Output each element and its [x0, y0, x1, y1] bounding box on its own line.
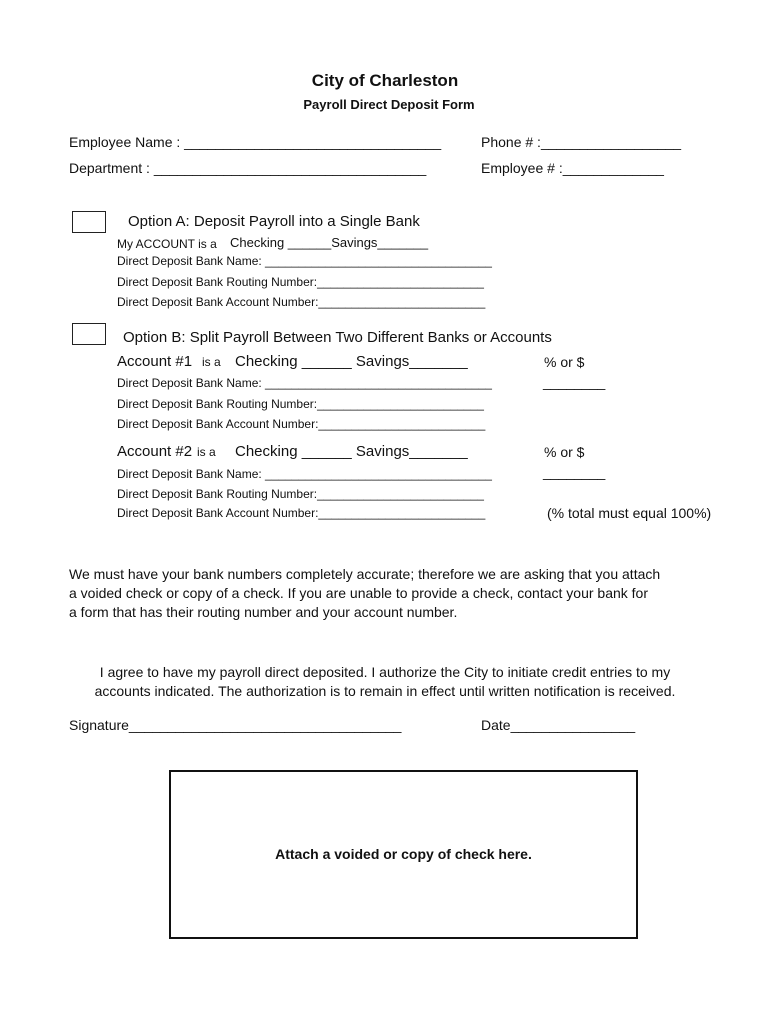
form-subtitle: Payroll Direct Deposit Form — [303, 97, 475, 112]
account1-type-field[interactable]: Checking ______ Savings_______ — [235, 353, 468, 370]
authorization-line: accounts indicated. The authorization is to remain in effect until written notification is received. — [94, 683, 676, 699]
account1-label: Account #1 — [117, 353, 193, 370]
check-attachment-box — [169, 770, 638, 939]
account2-account-number-field[interactable]: Direct Deposit Bank Account Number:_________________________ — [117, 506, 486, 520]
employee-number-field[interactable]: Employee # :_____________ — [481, 160, 664, 176]
signature-field[interactable]: Signature___________________________________ — [69, 717, 402, 733]
option-a-checkbox[interactable] — [72, 211, 106, 233]
option-b-heading: Option B: Split Payroll Between Two Different Banks or Accounts — [123, 329, 552, 346]
date-field[interactable]: Date________________ — [481, 717, 636, 733]
option-a-routing-field[interactable]: Direct Deposit Bank Routing Number:_________________________ — [117, 275, 484, 289]
account2-is-a: is a — [197, 445, 216, 459]
account2-pct-label: % or $ — [544, 444, 585, 460]
account2-pct-field[interactable]: ________ — [543, 464, 606, 480]
authorization-statement — [0, 663, 770, 701]
accuracy-notice-line: a form that has their routing number and your account number. — [69, 604, 458, 620]
authorization-line: I agree to have my payroll direct deposited. I authorize the City to initiate credit entries to my — [99, 664, 671, 680]
accuracy-notice — [69, 565, 660, 622]
option-b-checkbox[interactable] — [72, 323, 106, 345]
department-field[interactable]: Department : ___________________________________ — [69, 160, 427, 176]
option-a-account-type-field[interactable]: Checking ______Savings_______ — [230, 235, 429, 250]
account1-is-a: is a — [202, 355, 221, 369]
option-a-heading: Option A: Deposit Payroll into a Single Bank — [128, 213, 420, 230]
account1-account-number-field[interactable]: Direct Deposit Bank Account Number:_________________________ — [117, 417, 486, 431]
account2-routing-field[interactable]: Direct Deposit Bank Routing Number:_________________________ — [117, 487, 484, 501]
employee-name-field[interactable]: Employee Name : _________________________________ — [69, 134, 442, 150]
form-title: City of Charleston — [311, 71, 459, 90]
account1-routing-field[interactable]: Direct Deposit Bank Routing Number:_________________________ — [117, 397, 484, 411]
option-a-bank-name-field[interactable]: Direct Deposit Bank Name: __________________________________ — [117, 254, 492, 268]
account1-bank-name-field[interactable]: Direct Deposit Bank Name: __________________________________ — [117, 376, 492, 390]
phone-field[interactable]: Phone # :__________________ — [481, 134, 682, 150]
account1-pct-field[interactable]: ________ — [543, 374, 606, 390]
option-a-account-prefix: My ACCOUNT is a — [117, 237, 217, 251]
account1-pct-label: % or $ — [544, 354, 585, 370]
attachment-instruction: Attach a voided or copy of check here. — [275, 846, 532, 862]
option-a-account-number-field[interactable]: Direct Deposit Bank Account Number:_________________________ — [117, 295, 486, 309]
accuracy-notice-line: a voided check or copy of a check. If you are unable to provide a check, contact your bank for — [69, 585, 648, 601]
total-note: (% total must equal 100%) — [547, 505, 712, 521]
account2-label: Account #2 — [117, 443, 193, 460]
accuracy-notice-line: We must have your bank numbers completely accurate; therefore we are asking that you attach — [69, 566, 661, 582]
account2-bank-name-field[interactable]: Direct Deposit Bank Name: __________________________________ — [117, 467, 492, 481]
account2-type-field[interactable]: Checking ______ Savings_______ — [235, 443, 468, 460]
